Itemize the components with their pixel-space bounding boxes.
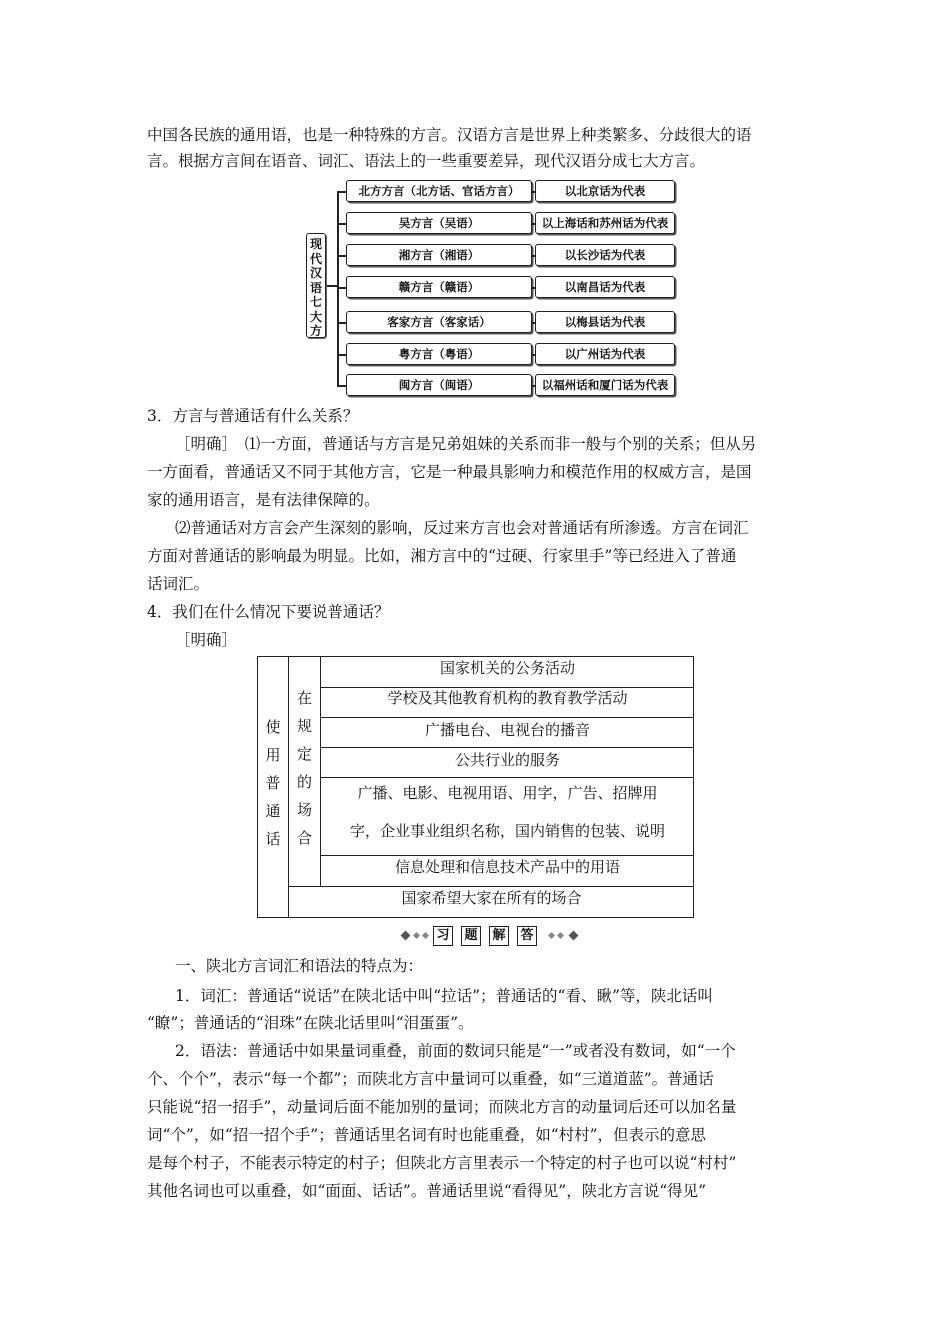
q3-answer-line: 方面对普通话的影响最为明显。比如，湘方言中的“过硬、行家里手”等已经进入了普通 <box>147 547 737 565</box>
diagram-branch <box>337 354 346 356</box>
dialect-rep-box: 以北京话为代表 <box>535 180 675 202</box>
dialect-rep-box: 以南昌话为代表 <box>535 276 675 298</box>
q3-answer-line: 话词汇。 <box>147 575 210 593</box>
exercise-line: 个、个个”，表示“每一个都”；而陕北方言中量词可以重叠，如“三道道蓝”。普通话 <box>147 1070 714 1088</box>
diamond-ornament-icon <box>557 932 564 939</box>
diamond-ornament-icon <box>413 932 420 939</box>
dialect-rep-box: 以长沙话为代表 <box>535 244 675 266</box>
dialect-rep-box: 以上海话和苏州话为代表 <box>535 212 675 234</box>
exercise-line: 只能说“招一招手”，动量词后面不能加别的量词；而陕北方言的动量词后还可以加名量 <box>147 1098 737 1116</box>
diamond-ornament-icon <box>569 931 579 941</box>
dialect-name-box: 吴方言（吴语） <box>346 212 532 234</box>
q3-answer-line: 一方面看，普通话又不同于其他方言，它是一种最具影响力和模范作用的权威方言，是国 <box>147 463 752 481</box>
table-row: 公共行业的服务 <box>321 748 694 778</box>
dialect-rep-box: 以福州话和厦门话为代表 <box>535 374 675 396</box>
exercise-heading: 一、陕北方言词汇和语法的特点为： <box>175 957 424 975</box>
q4-question: 4．我们在什么情况下要说普通话？ <box>147 603 390 621</box>
diamond-ornament-icon <box>422 932 429 939</box>
banner-char: 题 <box>461 926 481 946</box>
diagram-branch <box>337 385 346 387</box>
q3-answer-line: 家的通用语言，是有法律保障的。 <box>147 491 380 509</box>
q4-answer-label: ［明确］ <box>175 631 238 649</box>
table-col-sub-label: 在 规 定 的 场 合 <box>289 657 321 887</box>
intro-line-2: 言。根据方言间在语音、词汇、语法上的一些重要差异，现代汉语分成七大方言。 <box>147 152 706 170</box>
q3-answer-line: ［明确］ ⑴一方面，普通话与方言是兄弟姐妹的关系而非一般与个别的关系；但从另 <box>175 435 757 453</box>
exercise-line: “瞭”；普通话的“泪珠”在陕北话里叫“泪蛋蛋”。 <box>147 1014 474 1032</box>
banner-char: 答 <box>517 926 537 946</box>
diamond-ornament-icon <box>401 931 411 941</box>
dialect-rep-box: 以广州话为代表 <box>535 343 675 365</box>
table-row: 信息处理和信息技术产品中的用语 <box>321 856 694 887</box>
table-row: 国家机关的公务活动 <box>321 657 694 688</box>
exercise-line: 其他名词也可以重叠，如“面面、话话”。普通话里说“看得见”，陕北方言说“得见” <box>147 1182 707 1200</box>
table-col-main-label: 使 用 普 通 话 <box>258 657 289 917</box>
diagram-root-label: 现 代 汉 语 七 大 方 <box>306 233 326 338</box>
dialect-rep-box: 以梅县话为代表 <box>535 311 675 333</box>
dialect-name-box: 湘方言（湘语） <box>346 244 532 266</box>
q3-answer-line: ⑵普通话对方言会产生深刻的影响，反过来方言也会对普通话有所渗透。方言在词汇 <box>175 519 749 537</box>
intro-line-1: 中国各民族的通用语，也是一种特殊的方言。汉语方言是世界上种类繁多、分歧很大的语 <box>147 126 752 144</box>
diagram-branch <box>337 223 346 225</box>
banner-char: 习 <box>433 926 453 946</box>
table-row: 广播、电影、电视用语、用字，广告、招牌用 字，企业事业组织名称，国内销售的包装、说明 <box>321 778 694 856</box>
dialect-name-box: 北方方言（北方话、官话方言） <box>346 180 532 202</box>
dialect-diagram <box>306 175 678 400</box>
table-row: 广播电台、电视台的播音 <box>321 718 694 748</box>
diagram-branch <box>337 287 346 289</box>
exercise-line: 是每个村子，不能表示特定的村子；但陕北方言里表示一个特定的村子也可以说“村村” <box>147 1154 737 1172</box>
dialect-name-box: 赣方言（赣语） <box>346 276 532 298</box>
diagram-branch <box>337 191 346 193</box>
q3-question: 3．方言与普通话有什么关系？ <box>147 407 359 425</box>
diagram-branch <box>337 322 346 324</box>
section-banner <box>398 925 584 947</box>
exercise-line: 词“个”，如“招一招个手”；普通话里名词有时也能重叠，如“村村”，但表示的意思 <box>147 1126 707 1144</box>
exercise-line: 2．语法：普通话中如果量词重叠，前面的数词只能是“一”或者没有数词，如“一个 <box>175 1042 736 1060</box>
diamond-ornament-icon <box>548 932 555 939</box>
dialect-name-box: 粤方言（粤语） <box>346 343 532 365</box>
diagram-branch <box>337 255 346 257</box>
exercise-line: 1．词汇：普通话“说话”在陕北话中叫“拉话”；普通话的“看、瞅”等，陕北话叫 <box>175 987 713 1005</box>
table-row: 学校及其他教育机构的教育教学活动 <box>321 688 694 718</box>
dialect-name-box: 闽方言（闽语） <box>346 374 532 396</box>
usage-table <box>257 656 694 918</box>
banner-char: 解 <box>489 926 509 946</box>
table-row-last: 国家希望大家在所有的场合 <box>401 889 582 907</box>
diagram-root-connector <box>327 285 337 287</box>
dialect-name-box: 客家方言（客家话） <box>346 311 532 333</box>
